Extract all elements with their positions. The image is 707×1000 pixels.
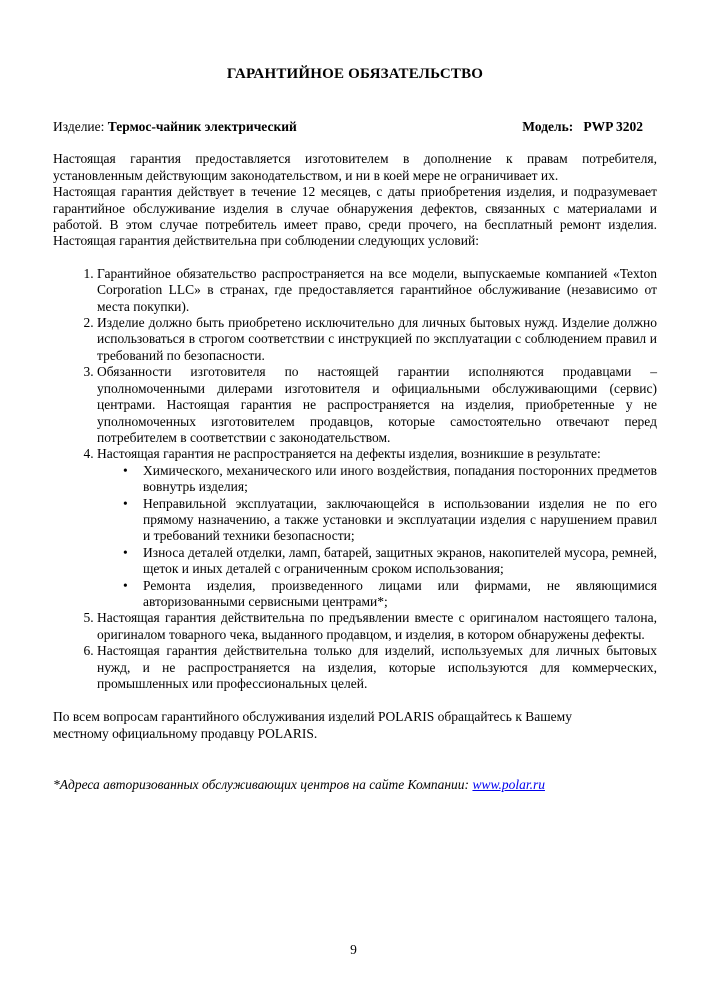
product-line — [53, 119, 657, 135]
conditions-list — [53, 266, 657, 693]
exclusion-text: Химического, механического или иного воздействия, попадания посторонних предметов вовнутрь изделия; — [143, 462, 657, 495]
intro-paragraph-2: Настоящая гарантия действует в течение 12 месяцев, с даты приобретения изделия, и подразумевает гарантийное обслуживание изделия в случае обнаружения дефектов, связанных с материалами и работой. В этом случае потребитель имеет право, среди прочего, на бесплатный ремонт изделия. Настоящая гарантия действительна при соблюдении следующих условий: — [53, 184, 657, 249]
exclusion-text: Ремонта изделия, произведенного лицами или фирмами, не являющимися авторизованными сервисными центрами*; — [143, 577, 657, 609]
model-info — [522, 119, 643, 135]
exclusion-text: Неправильной эксплуатации, заключающейся в использовании изделия не по его прямому назначению, а также установки и эксплуатации изделия с нарушением правил и требований техники безопасности; — [143, 495, 657, 544]
condition-item: 5. Настоящая гарантия действительна по предъявлении вместе с оригиналом настоящего талона, оригиналом товарного чека, выданного продавцом, и изделия, в котором обнаружены дефекты. — [97, 610, 657, 643]
exclusions-list — [97, 463, 657, 611]
footnote-text: *Адреса авторизованных обслуживающих центров на сайте Компании: — [53, 777, 473, 793]
document-title: ГАРАНТИЙНОЕ ОБЯЗАТЕЛЬСТВО — [226, 66, 484, 82]
condition-text: Настоящая гарантия не распространяется на дефекты изделия, возникшие в результате: — [97, 446, 601, 462]
exclusion-item — [123, 544, 657, 578]
bullet-icon: • — [123, 577, 128, 593]
condition-item: 3. Обязанности изготовителя по настоящей гарантии исполняются продавцами – уполномоченными дилерами изготовителя и официальными обслуживающими (сервис) центрами. Настоящая гарантия не распространяется на изделия, приобретенные у не уполномоченных изготовителем продавцов, которые самостоятельно отвечают перед потребителем в соответствии с законодательством. — [97, 364, 657, 446]
model-label: Модель: — [522, 119, 574, 135]
condition-item — [97, 446, 657, 610]
page-number: 9 — [350, 942, 357, 957]
bullet-icon: • — [123, 462, 128, 478]
bullet-icon: • — [123, 495, 128, 511]
product-label: Изделие: — [53, 119, 105, 135]
exclusion-item — [123, 577, 657, 611]
contacts-paragraph: По всем вопросам гарантийного обслуживания изделий POLARIS обращайтесь к Вашему местному официальному продавцу POLARIS. — [53, 709, 572, 741]
document-content — [53, 66, 657, 794]
model-value: PWP 3202 — [583, 119, 643, 135]
product-info — [53, 119, 297, 135]
exclusion-item — [123, 495, 657, 545]
condition-item: 6. Настоящая гарантия действительна только для изделий, используемых для личных бытовых нужд, и не распространяется на изделия, которые используются для коммерческих, промышленных или профессиональных целей. — [97, 643, 657, 692]
bullet-icon: • — [123, 544, 128, 560]
intro-paragraph-1: Настоящая гарантия предоставляется изготовителем в дополнение к правам потребителя, установленным действующим законодательством, и ни в коей мере не ограничивает их. — [53, 151, 657, 183]
exclusion-item — [123, 462, 657, 496]
product-name: Термос-чайник электрический — [107, 119, 297, 135]
footnote — [53, 777, 657, 793]
condition-item: 2. Изделие должно быть приобретено исключительно для личных бытовых нужд. Изделие должно использоваться в строгом соответствии с инструкцией по эксплуатации с соблюдением правил и требований по безопасности. — [97, 315, 657, 364]
exclusion-text: Износа деталей отделки, ламп, батарей, защитных экранов, накопителей мусора, ремней, щеток и иных деталей с ограниченным сроком использования; — [143, 544, 657, 577]
condition-item: 1. Гарантийное обязательство распространяется на все модели, выпускаемые компанией «Texton Corporation LLC» в странах, где предоставляется гарантийное обслуживание (независимо от места покупки). — [97, 266, 657, 315]
website-link[interactable]: www.polar.ru — [472, 777, 545, 793]
